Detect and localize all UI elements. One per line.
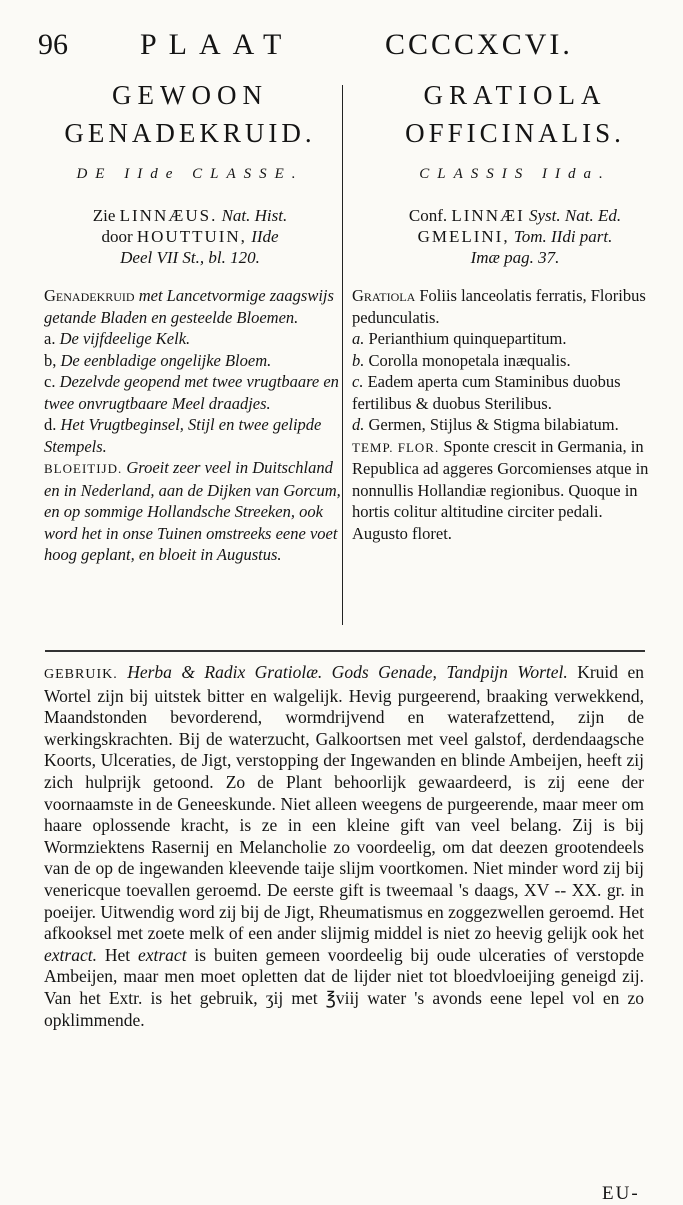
ref-linnaeus: LINNÆUS. xyxy=(119,206,218,225)
list-item: a. De vijfdeelige Kelk. xyxy=(44,329,191,348)
catchword: EU- xyxy=(602,1183,640,1204)
dutch-name-line-1: GEWOON xyxy=(112,80,268,110)
list-item: b, De eenbladige ongelijke Bloem. xyxy=(44,350,272,370)
flowering-text: Sponte crescit in Germania, in Republica ad aggeres Gorcomienses atque in nonnullis Hollandiæ regionibus. Quoque in hortis colitur altitudine circiter pedali. Augusto floret. xyxy=(352,436,649,543)
usage-mid: Het xyxy=(104,944,131,965)
dutch-reference xyxy=(40,205,340,268)
usage-extract-1: extract. xyxy=(44,944,97,965)
page-number: 96 xyxy=(38,28,68,61)
plate-word: PLAAT xyxy=(140,28,294,61)
ref-imae: Imæ pag. 37. xyxy=(470,248,560,267)
list-item: c. Dezelvde geopend met twee vrugtbaare en twee onvrugtbaare Meel draadjes. xyxy=(44,372,339,413)
ref-conf: Conf. xyxy=(408,206,448,225)
dutch-description xyxy=(44,285,344,566)
list-item: d. Het Vrugtbeginsel, Stijl en twee gelipde Stempels. xyxy=(44,415,322,456)
usage-section xyxy=(44,662,644,1031)
flowering-lead: TEMP. FLOR. xyxy=(352,439,440,455)
flowering-time xyxy=(352,436,652,545)
dutch-name-line-2: GENADEKRUID. xyxy=(64,118,316,148)
ref-door: door xyxy=(101,227,133,246)
ref-iide: IIde xyxy=(251,227,279,246)
list-item: a. Perianthium quinquepartitum. xyxy=(352,329,567,348)
ref-houttuin: HOUTTUIN, xyxy=(136,227,247,246)
diagnosis-lead: Genadekruid xyxy=(44,286,135,305)
latin-name-line-1: GRATIOLA xyxy=(423,80,607,110)
usage-text-2: is buiten gemeen voordeelig bij oude ulceraties of verstopde Ambeijen, maar men moet opletten dat de lijder niet tot bloedvloeijing geneigd zij. Van het Extr. is het gebruik, ʒij met ℥viij water 's avonds eene lepel vol en zo opklimmende. xyxy=(44,944,645,1030)
diagnosis-text: met Lancetvormige zaagswijs getande Bladen en gesteelde Bloemen. xyxy=(44,286,334,327)
ref-syst: Syst. Nat. Ed. xyxy=(529,206,622,225)
section-rule xyxy=(45,650,645,652)
usage-names: Herba & Radix Gratiolæ. Gods Genade, Tandpijn Wortel. xyxy=(127,662,568,682)
ref-linnaei: LINNÆI xyxy=(451,206,525,225)
latin-reference xyxy=(365,205,665,268)
ref-nat-hist: Nat. Hist. xyxy=(221,206,288,225)
usage-text: Kruid en Wortel zijn bij uitstek bitter en walgelijk. Hevig purgeerend, braaking verwekkend, Maandstonden bevorderend, wormdrijvend en waterafzettend, zijn de werkingskrachten. Bij de waterzucht, Galkoortsen met veel galstof, derdendaagsche Koorts, Ulceraties, de Jigt, verstopping der Ingewanden en blinde Ambeijen, heeft zij zich hulprijk getoond. Zo de Plant behoorlijk gewaardeerd, is zij eene der voornaamste in de Geneeskunde. Niet alleen weegens de purgeerende, maar meer om haare oplossende kracht, is ze in een kleine gift van veel belang. Zij is bij Wormziektens Rasernij en Melancholie zo voordeelig, om dat deezen grootendeels van de op de ingewanden kleevende taije slijm voortkomen. Niet minder word zij bij venericque toevallen geroemd. De eerste gift is tweemaal 's daags, XV -- XX. gr. in poeijer. Uitwendig word zij bij de Jigt, Rheumatismus en zoggezwellen geroemd. Het afkooksel met zoete melk of een ander slijmig middel is niet zo heevig gelijk ook het xyxy=(44,662,645,944)
dutch-diagnosis xyxy=(44,285,344,328)
dutch-class: DE IIde CLASSE. xyxy=(76,166,304,182)
flowering-lead: BLOEITIJD. xyxy=(44,461,123,476)
list-item: b. Corolla monopetala inæqualis. xyxy=(352,350,571,370)
plate-number: CCCCXCVI. xyxy=(385,28,573,61)
latin-name-line-2: OFFICINALIS. xyxy=(405,118,625,148)
ref-gmelini: GMELINI, xyxy=(417,227,510,246)
usage-extract-2: extract xyxy=(137,944,187,965)
list-item: d. Germen, Stijlus & Stigma bilabiatum. xyxy=(352,415,619,434)
flowering-time xyxy=(44,457,344,566)
diagnosis-lead: Gratiola xyxy=(352,286,416,305)
usage-lead: GEBRUIK. xyxy=(44,667,118,682)
list-item: c. Eadem aperta cum Staminibus duobus fertilibus & duobus Sterilibus. xyxy=(352,372,621,413)
latin-diagnosis xyxy=(352,285,652,328)
ref-deel: Deel VII St., bl. 120. xyxy=(120,248,260,267)
latin-description xyxy=(352,285,652,544)
flowering-text: Groeit zeer veel in Duitschland en in Nederland, aan de Dijken van Gorcum, en op sommige Hollandsche Streeken, ook word het in onse Tuinen omstreeks eene voet hoog geplant, en bloeit in Augustus. xyxy=(44,458,341,564)
ref-tom: Tom. IIdi part. xyxy=(513,227,613,246)
latin-class: CLASSIS IIda. xyxy=(419,166,611,182)
ref-zie: Zie xyxy=(92,206,116,225)
diagnosis-text: Foliis lanceolatis ferratis, Floribus pedunculatis. xyxy=(352,286,646,327)
